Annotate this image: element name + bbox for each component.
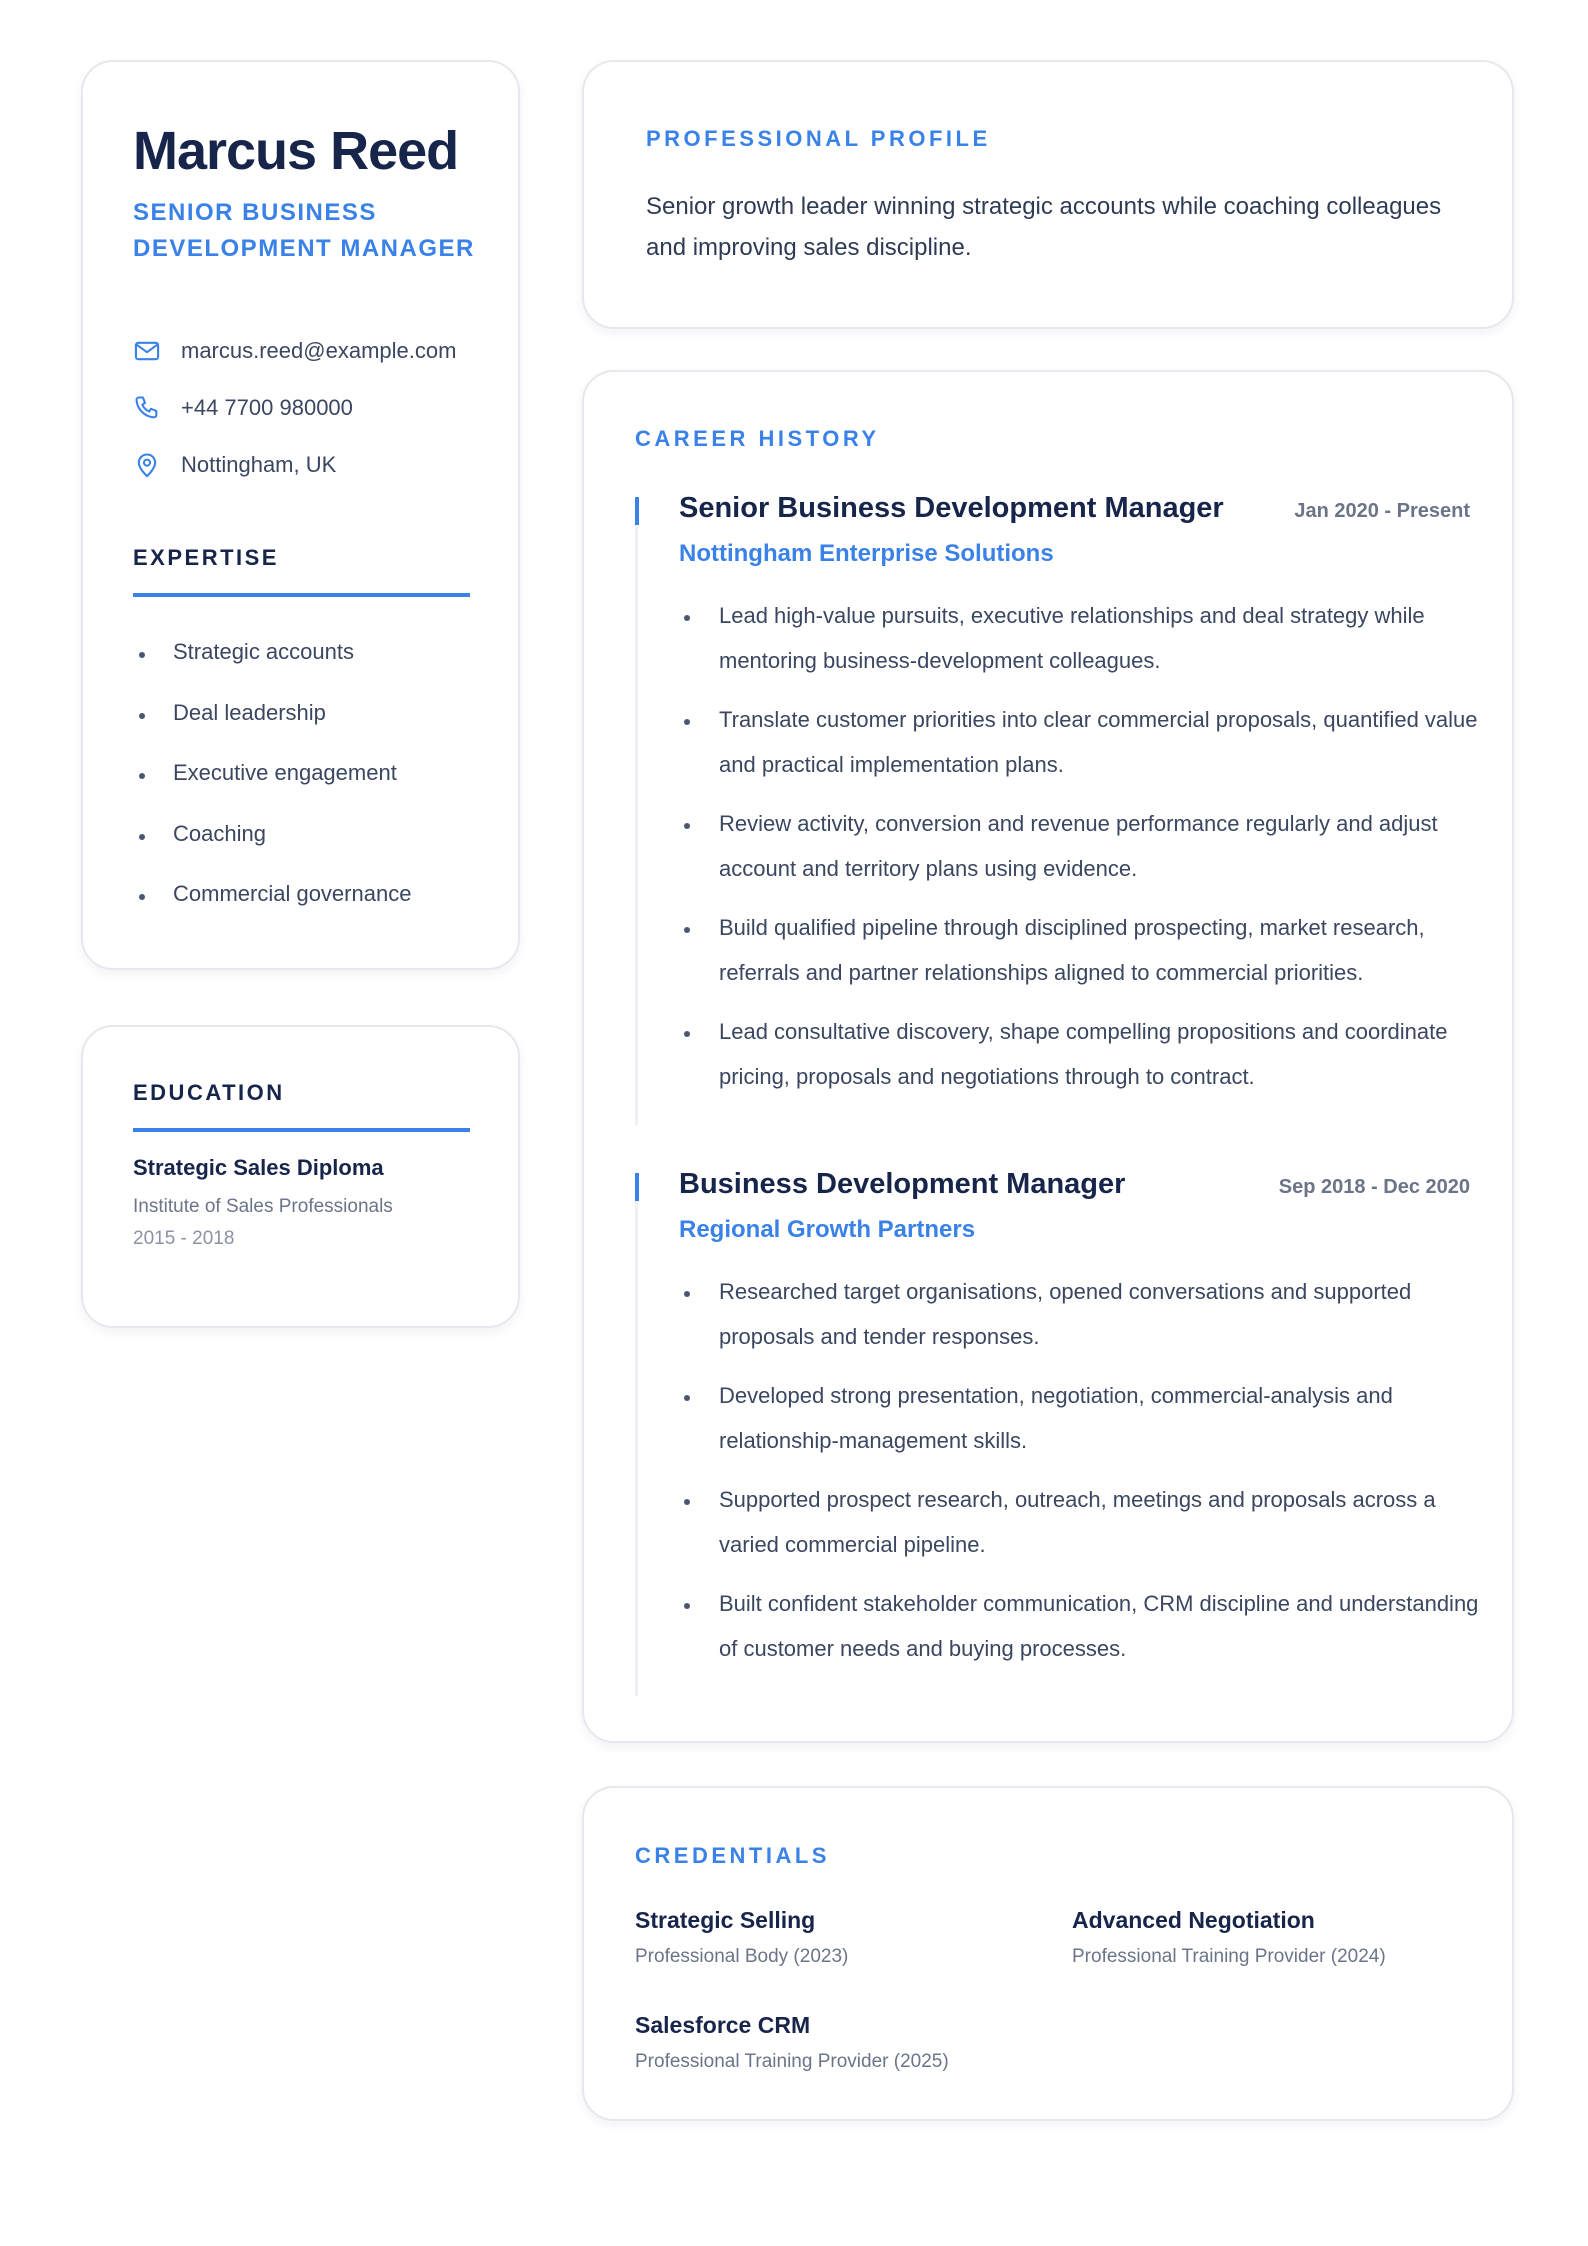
- job-timeline-bar: [635, 497, 638, 1125]
- contact-location-text: Nottingham, UK: [181, 451, 337, 477]
- career-card: [582, 370, 1514, 1743]
- job-bullet: Translate customer priorities into clear commercial proposals, quantified value and practical implementation plans.: [679, 698, 1479, 787]
- job-bullet: Developed strong presentation, negotiation, commercial-analysis and relationship-management skills.: [679, 1374, 1479, 1463]
- credential-name: Strategic Selling: [635, 1907, 816, 1933]
- contact-phone-text: +44 7700 980000: [181, 394, 353, 420]
- contact-card: [81, 60, 520, 970]
- job-bullet: Built confident stakeholder communication, CRM discipline and understanding of customer needs and buying processes.: [679, 1582, 1479, 1671]
- contact-list: [133, 322, 456, 493]
- job-timeline-bar: [635, 1173, 638, 1696]
- education-degree: Strategic Sales Diploma: [133, 1155, 384, 1180]
- education-years: 2015 - 2018: [133, 1228, 235, 1249]
- credentials-card: [582, 1786, 1514, 2121]
- profile-card: [582, 60, 1514, 329]
- credential-issuer: Professional Body (2023): [635, 1946, 849, 1967]
- candidate-role: SENIOR BUSINESS DEVELOPMENT MANAGER: [133, 199, 475, 262]
- job-bullets: [679, 1270, 1479, 1686]
- job-title: Business Development Manager: [679, 1168, 1126, 1200]
- job-company: Regional Growth Partners: [679, 1216, 976, 1243]
- contact-email-text: marcus.reed@example.com: [181, 337, 457, 363]
- job-dates: Sep 2018 - Dec 2020: [1278, 1176, 1470, 1198]
- career-heading: CAREER HISTORY: [635, 426, 880, 451]
- expertise-item: Strategic accounts: [133, 622, 411, 683]
- candidate-name: Marcus Reed: [133, 121, 459, 181]
- job-bullet: Lead high-value pursuits, executive relationships and deal strategy while mentoring business-development colleagues.: [679, 594, 1479, 683]
- credential-issuer: Professional Training Provider (2024): [1072, 1946, 1386, 1967]
- profile-summary: Senior growth leader winning strategic accounts while coaching colleagues and improving sales discipline.: [646, 193, 1442, 261]
- job-bullets: [679, 594, 1479, 1114]
- profile-heading: PROFESSIONAL PROFILE: [646, 126, 991, 151]
- credential-name: Advanced Negotiation: [1072, 1907, 1315, 1933]
- job-bullet: Review activity, conversion and revenue performance regularly and adjust account and territory plans using evidence.: [679, 802, 1479, 891]
- expertise-heading: EXPERTISE: [133, 545, 279, 570]
- expertise-item: Commercial governance: [133, 864, 411, 925]
- credential-item: [635, 1907, 848, 1968]
- job-bullet: Build qualified pipeline through disciplined prospecting, market research, referrals and partner relationships aligned to commercial priorities.: [679, 906, 1479, 995]
- expertise-divider: [133, 593, 470, 597]
- education-divider: [133, 1128, 470, 1132]
- job-company: Nottingham Enterprise Solutions: [679, 540, 1054, 567]
- contact-phone[interactable]: [133, 379, 456, 436]
- credential-issuer: Professional Training Provider (2025): [635, 2051, 949, 2072]
- contact-email[interactable]: [133, 322, 456, 379]
- job-title: Senior Business Development Manager: [679, 492, 1224, 524]
- phone-icon: [133, 394, 161, 422]
- expertise-item: Coaching: [133, 804, 411, 865]
- job-entry: [635, 492, 1478, 1125]
- education-heading: EDUCATION: [133, 1080, 285, 1105]
- job-bullet: Supported prospect research, outreach, meetings and proposals across a varied commercial pipeline.: [679, 1478, 1479, 1567]
- job-dates: Jan 2020 - Present: [1294, 500, 1470, 522]
- credential-item: [1072, 1907, 1386, 1968]
- job-bullet: Researched target organisations, opened conversations and supported proposals and tender responses.: [679, 1270, 1479, 1359]
- education-school: Institute of Sales Professionals: [133, 1196, 393, 1217]
- mail-icon: [133, 337, 161, 365]
- job-bullet: Lead consultative discovery, shape compelling propositions and coordinate pricing, proposals and negotiations through to contract.: [679, 1010, 1479, 1099]
- expertise-list: [133, 622, 411, 925]
- credential-item: [635, 2012, 949, 2073]
- credential-name: Salesforce CRM: [635, 2012, 811, 2038]
- education-card: [81, 1025, 520, 1328]
- job-entry: [635, 1168, 1479, 1696]
- expertise-item: Deal leadership: [133, 683, 411, 744]
- contact-location: [133, 436, 456, 493]
- location-pin-icon: [133, 451, 161, 479]
- expertise-item: Executive engagement: [133, 743, 411, 804]
- credentials-heading: CREDENTIALS: [635, 1843, 830, 1868]
